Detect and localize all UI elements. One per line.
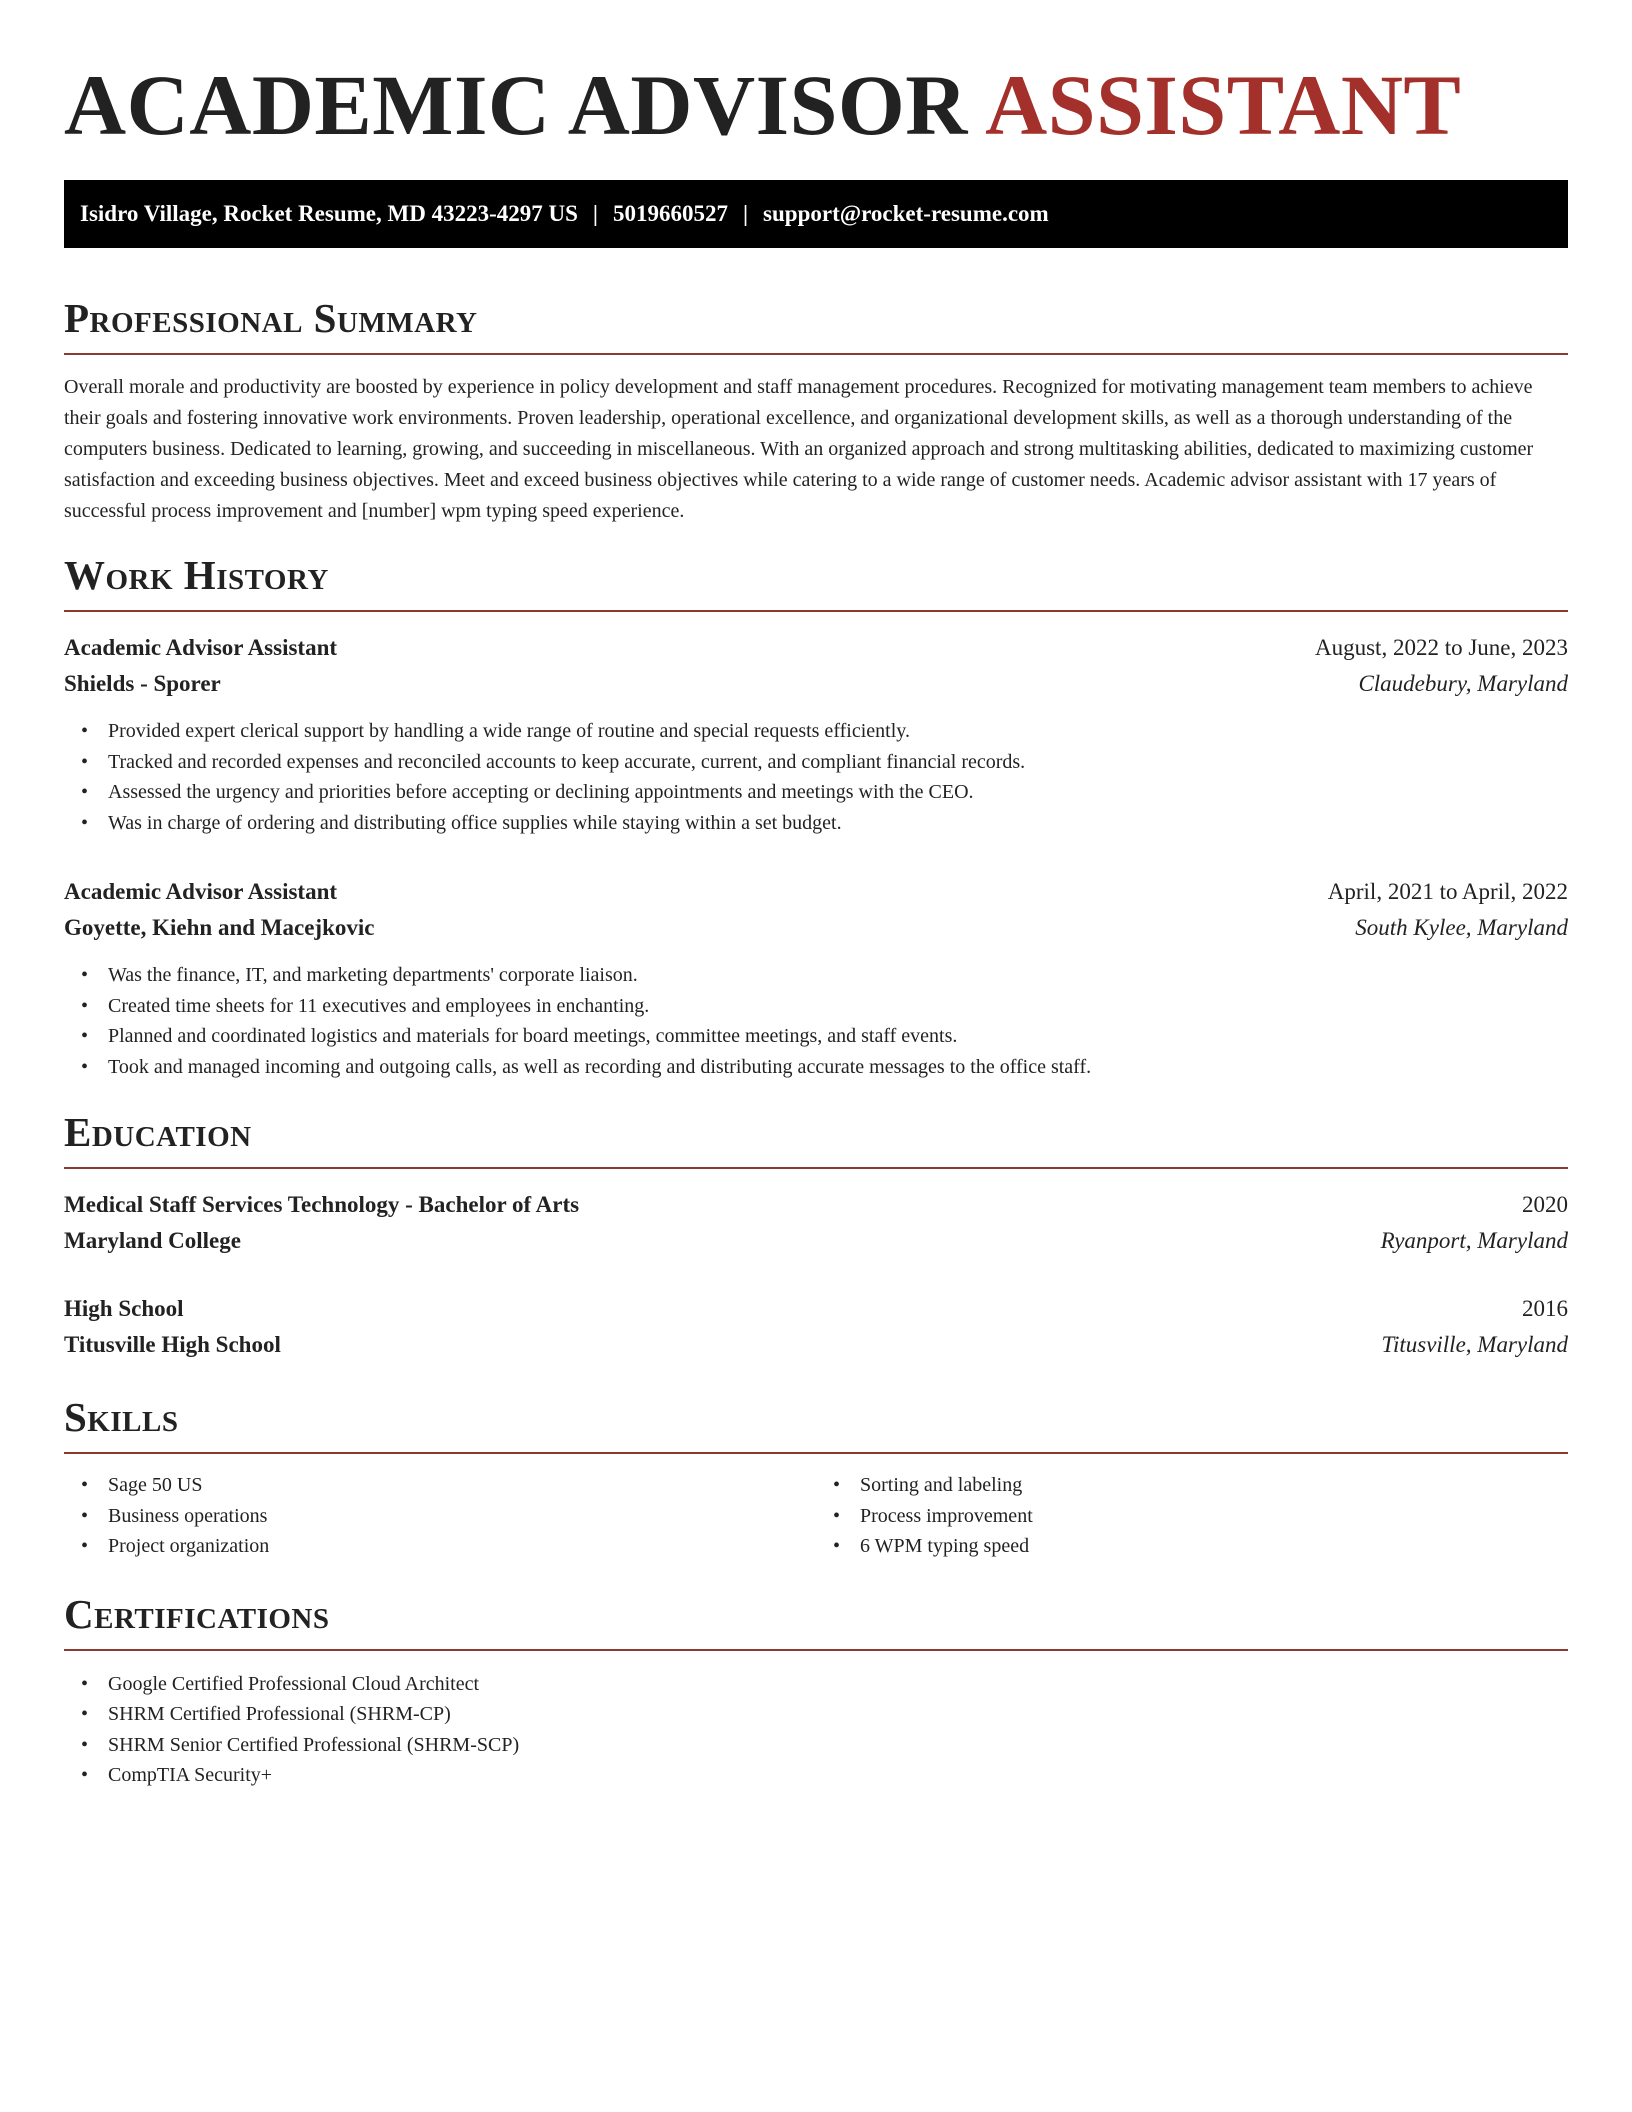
list-item: • Assessed the urgency and priorities before accepting or declining appointments and meetings with the CEO.: [64, 777, 1568, 808]
skill-item: • Sorting and labeling: [816, 1470, 1568, 1501]
list-item: • Provided expert clerical support by handling a wide range of routine and special requests efficiently.: [64, 716, 1568, 747]
education-entry: [64, 1187, 1568, 1259]
certification-item: • SHRM Senior Certified Professional (SHRM-SCP): [64, 1730, 1568, 1761]
list-item: • Planned and coordinated logistics and materials for board meetings, committee meetings, and staff events.: [64, 1021, 1568, 1052]
job-role: Academic Advisor Assistant: [64, 879, 338, 904]
list-item: • Was in charge of ordering and distributing office supplies while staying within a set budget.: [64, 808, 1568, 839]
skills-grid: [64, 1470, 1568, 1562]
contact-email: support@rocket-resume.com: [763, 201, 1049, 226]
section-title-skills: Skills: [64, 1397, 1568, 1454]
education-entry: [64, 1291, 1568, 1363]
job-entry: [64, 630, 1568, 838]
contact-bar: [64, 180, 1568, 248]
job-dates: August, 2022 to June, 2023: [1315, 635, 1568, 660]
skills-list-right: [816, 1470, 1568, 1562]
section-title-certifications: Certifications: [64, 1594, 1568, 1651]
contact-address: Isidro Village, Rocket Resume, MD 43223-4297 US: [80, 201, 578, 226]
contact-separator: |: [592, 201, 598, 226]
education-location: Ryanport, Maryland: [1380, 1228, 1568, 1253]
list-item: • Took and managed incoming and outgoing calls, as well as recording and distributing accurate messages to the office staff.: [64, 1052, 1568, 1083]
summary-text: Overall morale and productivity are boosted by experience in policy development and staff management procedures. Recognized for motivating management team members to achieve their goals and fostering innovative work environments. Proven leadership, operational excellence, and organizational development skills, as well as a thorough understanding of the computers business. Dedicated to learning, growing, and succeeding in miscellaneous. With an organized approach and strong multitasking abilities, dedicated to maximizing customer satisfaction and exceeding business objectives. Meet and exceed business objectives while catering to a wide range of customer needs. Academic advisor assistant with 17 years of successful process improvement and [number] wpm typing speed experience.: [64, 376, 1534, 522]
education-header-row: [64, 1291, 1568, 1327]
job-header-row: [64, 874, 1568, 910]
section-title-work-history: Work History: [64, 555, 1568, 612]
job-company: Shields - Sporer: [64, 671, 221, 696]
education-school: Maryland College: [64, 1228, 241, 1253]
skill-item: • 6 WPM typing speed: [816, 1531, 1568, 1562]
candidate-name: [64, 57, 1568, 153]
education-degree: High School: [64, 1296, 184, 1321]
education-header-row: [64, 1187, 1568, 1223]
contact-separator: |: [742, 201, 749, 226]
education-degree: Medical Staff Services Technology - Bachelor of Arts: [64, 1192, 580, 1217]
skill-item: • Project organization: [64, 1531, 816, 1562]
job-company-row: [64, 666, 1568, 702]
contact-phone: 5019660527: [612, 201, 728, 226]
education-year: 2016: [1522, 1296, 1568, 1321]
skill-item: • Sage 50 US: [64, 1470, 816, 1501]
education-location: Titusville, Maryland: [1381, 1332, 1568, 1357]
certification-item: • SHRM Certified Professional (SHRM-CP): [64, 1699, 1568, 1730]
name-last-part: ASSISTANT: [985, 57, 1462, 153]
certifications-list: [64, 1669, 1568, 1791]
job-company: Goyette, Kiehn and Macejkovic: [64, 915, 375, 940]
job-company-row: [64, 910, 1568, 946]
job-duties-list: [64, 960, 1568, 1082]
section-title-summary: Professional Summary: [64, 298, 1568, 355]
job-header-row: [64, 630, 1568, 666]
skill-item: • Process improvement: [816, 1501, 1568, 1532]
list-item: • Created time sheets for 11 executives and employees in enchanting.: [64, 991, 1568, 1022]
education-year: 2020: [1522, 1192, 1568, 1217]
section-title-education: Education: [64, 1112, 1568, 1169]
job-duties-list: [64, 716, 1568, 838]
skill-item: • Business operations: [64, 1501, 816, 1532]
job-entry: [64, 874, 1568, 1082]
job-location: South Kylee, Maryland: [1355, 915, 1568, 940]
certification-item: • CompTIA Security+: [64, 1760, 1568, 1791]
education-school: Titusville High School: [64, 1332, 281, 1357]
job-role: Academic Advisor Assistant: [64, 635, 338, 660]
job-location: Claudebury, Maryland: [1358, 671, 1568, 696]
list-item: • Tracked and recorded expenses and reconciled accounts to keep accurate, current, and compliant financial records.: [64, 747, 1568, 778]
job-dates: April, 2021 to April, 2022: [1327, 879, 1568, 904]
skills-list-left: [64, 1470, 816, 1562]
name-first-part: ACADEMIC ADVISOR: [64, 57, 968, 153]
education-school-row: [64, 1327, 1568, 1363]
certification-item: • Google Certified Professional Cloud Architect: [64, 1669, 1568, 1700]
list-item: • Was the finance, IT, and marketing departments' corporate liaison.: [64, 960, 1568, 991]
education-school-row: [64, 1223, 1568, 1259]
